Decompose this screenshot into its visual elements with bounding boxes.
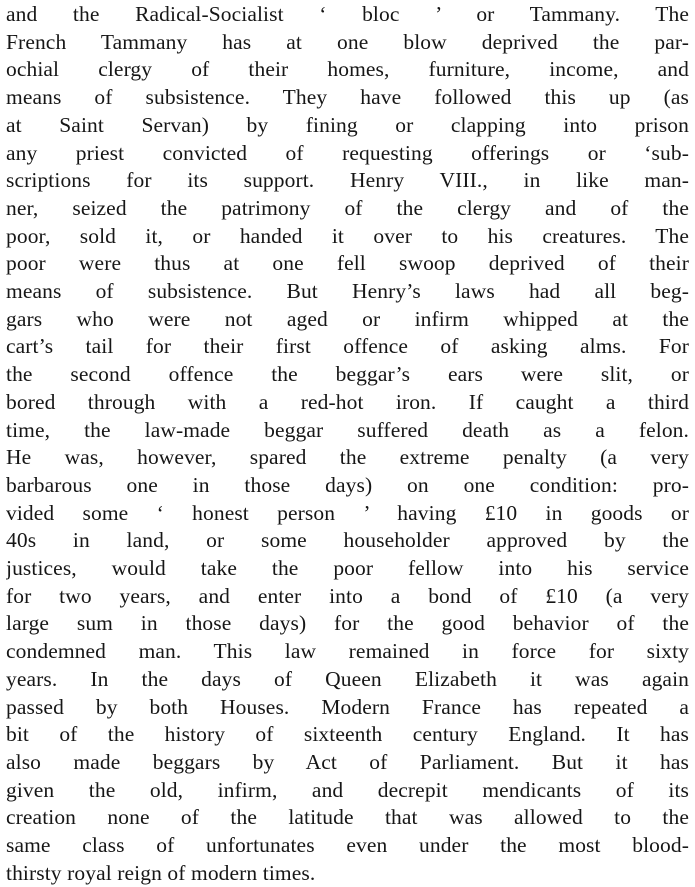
text-line: at Saint Servan) by fining or clapping into prison [6, 112, 689, 137]
text-line: the second offence the beggar’s ears were slit, or [6, 362, 689, 387]
text-line: justices, would take the poor fellow into his service [6, 556, 689, 580]
newsprint-column [6, 1, 689, 885]
text-line: passed by both Houses. Modern France has repeated a [6, 694, 689, 719]
text-line: for two years, and enter into a bond of £10 (a very [6, 583, 689, 608]
text-line: bored through with a red-hot iron. If caught a third [6, 389, 689, 414]
text-line: creation none of the latitude that was allowed to the [6, 805, 689, 830]
text-line: any priest convicted of requesting offerings or ‘sub- [6, 140, 689, 165]
text-line: years. In the days of Queen Elizabeth it was again [6, 666, 689, 691]
text-line: means of subsistence. They have followed this up (as [6, 85, 689, 110]
text-line: poor were thus at one fell swoop deprived of their [6, 251, 689, 276]
text-line: means of subsistence. But Henry’s laws had all beg- [6, 279, 689, 303]
text-line: and the Radical-Socialist ‘ bloc ’ or Tammany. The [6, 2, 689, 26]
text-line: ner, seized the patrimony of the clergy and of the [6, 195, 689, 220]
text-line: given the old, infirm, and decrepit mendicants of its [6, 777, 689, 802]
text-line: also made beggars by Act of Parliament. But it has [6, 749, 689, 774]
text-line: gars who were not aged or infirm whipped at the [6, 306, 689, 331]
text-line-last: thirsty royal reign of modern times. [6, 860, 316, 885]
text-line: French Tammany has at one blow deprived the par- [6, 29, 689, 54]
text-line: bit of the history of sixteenth century England. It has [6, 722, 689, 747]
text-line: large sum in those days) for the good behavior of the [6, 611, 689, 636]
text-line: ochial clergy of their homes, furniture, income, and [6, 57, 689, 82]
text-line: time, the law-made beggar suffered death as a felon. [6, 417, 689, 442]
text-line: barbarous one in those days) on one condition: pro- [6, 472, 689, 497]
text-line: condemned man. This law remained in force for sixty [6, 639, 689, 664]
text-line: vided some ‘ honest person ’ having £10 in goods or [6, 500, 689, 525]
text-line: poor, sold it, or handed it over to his creatures. The [6, 223, 689, 248]
text-line: scriptions for its support. Henry VIII., in like man- [6, 168, 689, 193]
text-line: same class of unfortunates even under the most blood- [6, 833, 689, 857]
text-line: cart’s tail for their first offence of asking alms. For [6, 334, 689, 359]
text-line: 40s in land, or some householder approved by the [6, 528, 689, 553]
text-line: He was, however, spared the extreme penalty (a very [6, 445, 689, 470]
